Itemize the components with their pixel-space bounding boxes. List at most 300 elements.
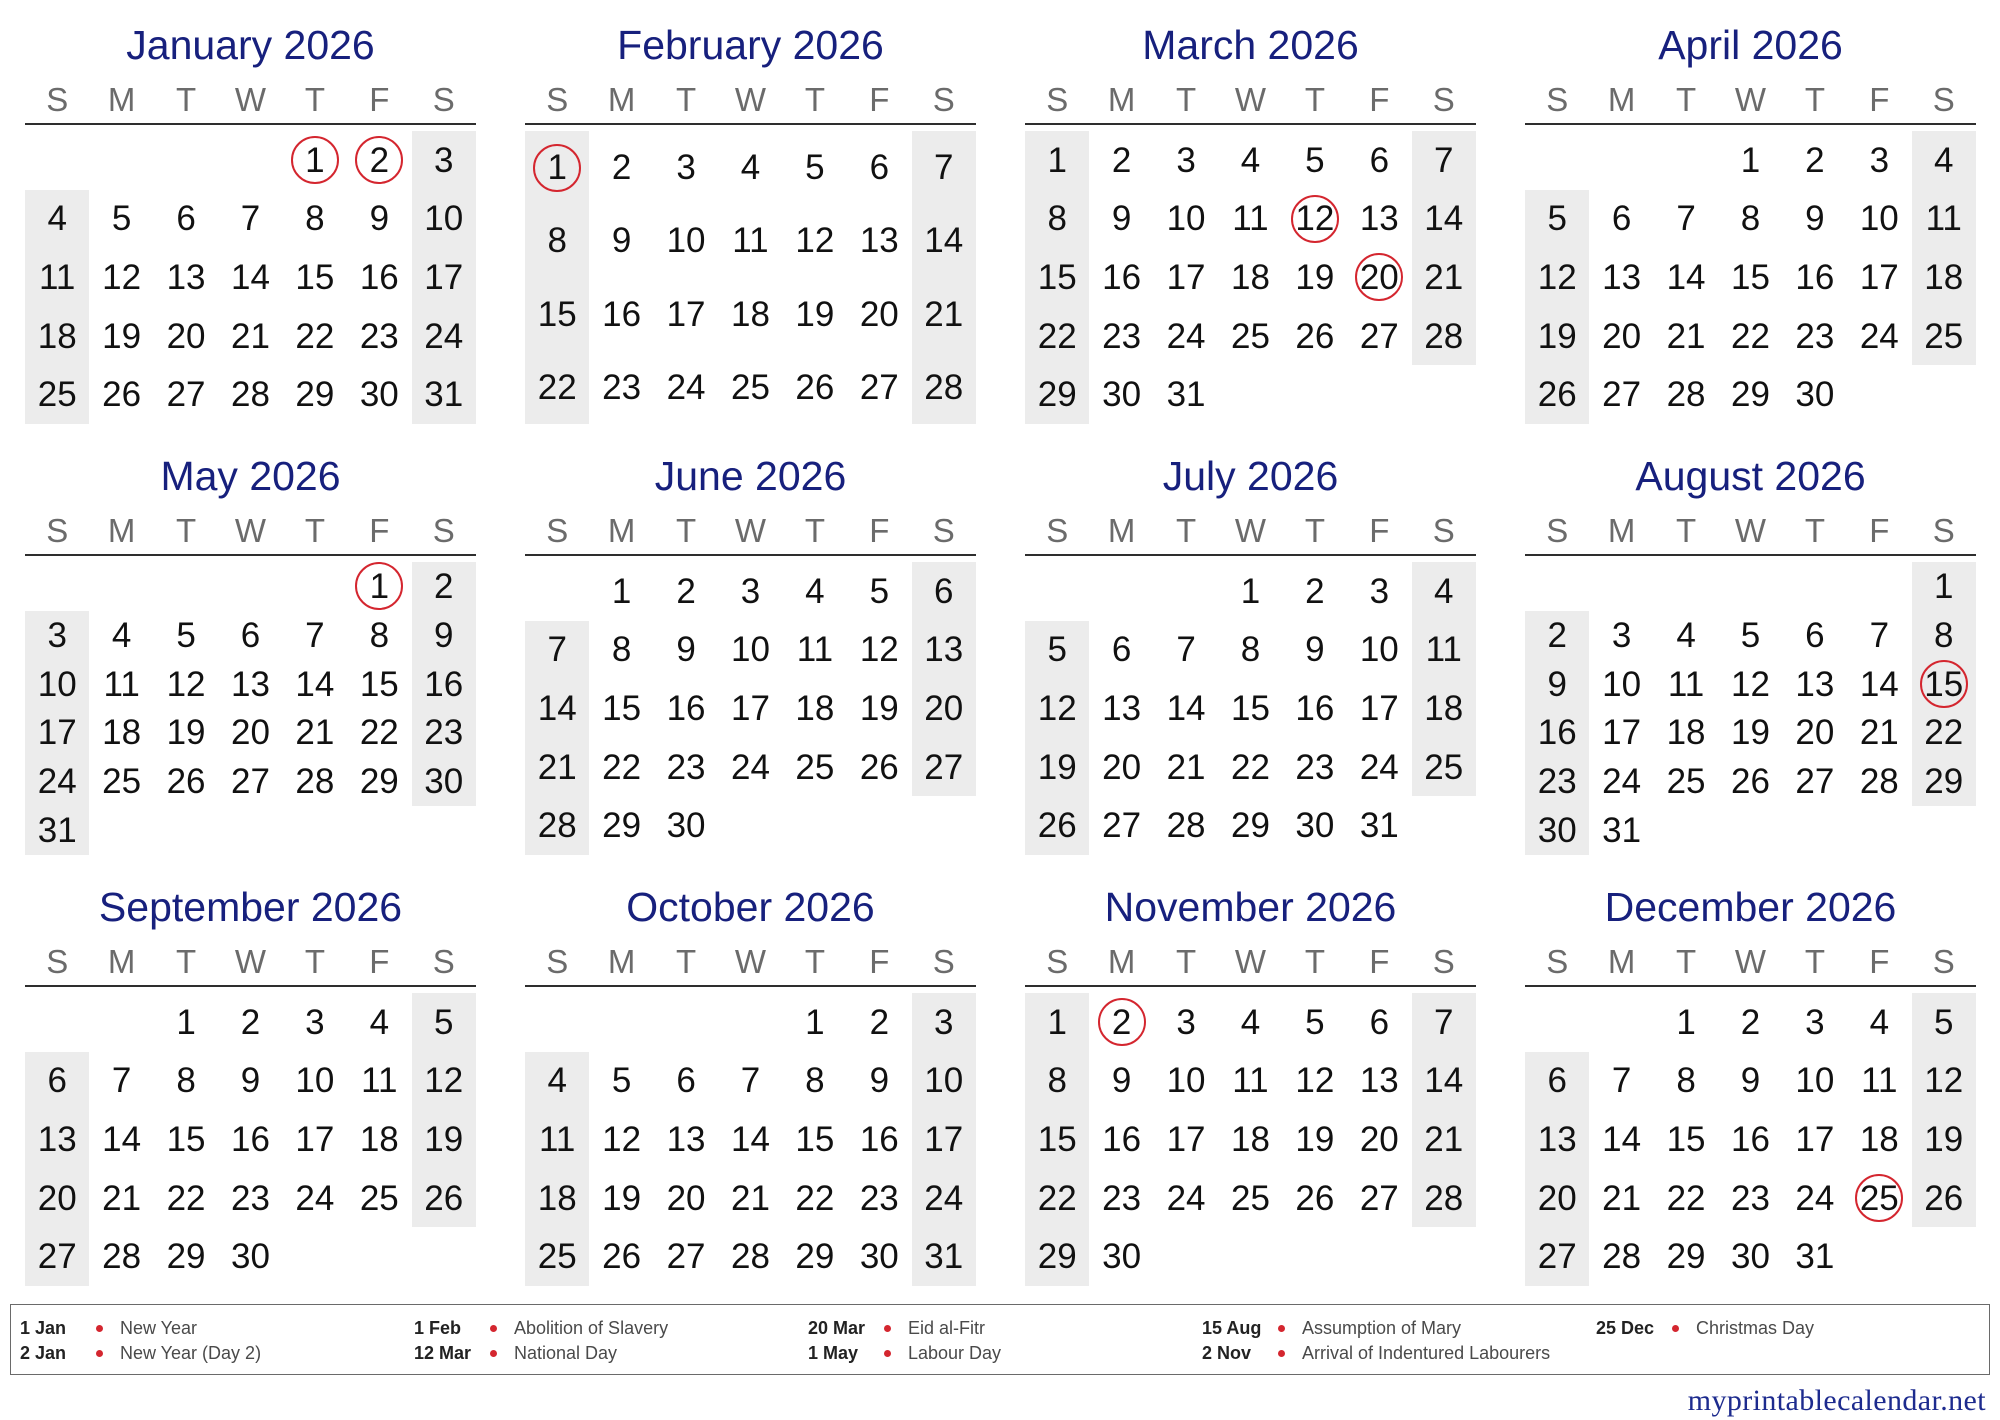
day-number: 18 [537, 1178, 577, 1218]
day-cell [1218, 621, 1282, 680]
day-number: 2 [1111, 140, 1132, 180]
week-row [25, 708, 476, 757]
day-cell [654, 621, 718, 680]
day-number: 21 [1602, 1178, 1642, 1218]
legend-date: 2 Nov [1202, 1343, 1252, 1363]
day-number: 19 [102, 316, 142, 356]
weekday-tuesday: T [175, 512, 197, 549]
day-cell [1654, 190, 1718, 249]
weekend-day-cell [25, 1110, 89, 1169]
day-cell [1089, 1169, 1153, 1228]
day-number: 23 [1102, 1178, 1142, 1218]
day-cell [1154, 796, 1218, 855]
weekend-day-cell [525, 796, 589, 855]
day-cell [283, 611, 347, 660]
empty-cell [347, 1227, 411, 1286]
day-cell [1589, 248, 1653, 307]
week-row [1525, 190, 1976, 249]
day-cell [1347, 190, 1411, 249]
day-number: 5 [176, 615, 196, 655]
header-divider [1025, 123, 1476, 125]
day-cell [783, 351, 847, 424]
day-cell [654, 1052, 718, 1111]
weekday-tuesday: T [175, 81, 197, 118]
day-number: 4 [1240, 140, 1261, 180]
empty-cell [1912, 1227, 1976, 1286]
day-number: 3 [1369, 571, 1390, 611]
day-cell [654, 351, 718, 424]
day-cell [1783, 1110, 1847, 1169]
day-number: 5 [434, 1002, 454, 1042]
day-number: 10 [295, 1061, 335, 1101]
day-cell [1089, 796, 1153, 855]
weekday-thursday: T [304, 81, 325, 118]
day-number: 20 [1359, 257, 1399, 297]
day-cell [1089, 307, 1153, 366]
day-number: 21 [1166, 747, 1206, 787]
day-grid [525, 993, 976, 1286]
day-cell [589, 131, 653, 204]
day-number: 1 [176, 1002, 196, 1042]
day-number: 19 [1295, 1119, 1335, 1159]
header-divider [1525, 554, 1976, 556]
day-cell [1154, 738, 1218, 797]
day-cell [1654, 611, 1718, 660]
day-cell [1089, 1110, 1153, 1169]
day-cell [154, 1110, 218, 1169]
weekday-thursday: T [1804, 512, 1825, 549]
weekday-friday: F [369, 81, 390, 118]
day-number: 14 [1424, 199, 1464, 239]
empty-cell [1847, 1227, 1911, 1286]
weekend-day-cell [912, 131, 976, 204]
day-cell [1347, 1110, 1411, 1169]
day-number: 2 [1547, 615, 1567, 655]
day-number: 10 [666, 221, 706, 261]
legend-holiday-name: New Year (Day 2) [120, 1343, 262, 1363]
weekday-wednesday: W [1234, 81, 1267, 118]
day-number: 13 [666, 1119, 706, 1159]
day-number: 22 [1037, 1178, 1077, 1218]
day-number: 3 [1611, 615, 1632, 655]
weekday-wednesday: W [734, 512, 767, 549]
weekend-day-cell [1025, 190, 1089, 249]
weekend-day-cell [1912, 562, 1976, 611]
day-cell [847, 562, 911, 621]
day-number: 10 [37, 664, 77, 704]
weekend-day-cell [1912, 307, 1976, 366]
day-number: 19 [859, 688, 899, 728]
day-number: 16 [1731, 1119, 1770, 1159]
day-number: 14 [102, 1119, 142, 1159]
day-cell [218, 307, 282, 366]
week-row [525, 993, 976, 1052]
day-number: 4 [47, 199, 67, 239]
day-cell [718, 1110, 782, 1169]
day-cell [1154, 1052, 1218, 1111]
weekend-day-cell [412, 993, 476, 1052]
weekday-monday: M [1607, 512, 1636, 549]
day-number: 29 [1037, 375, 1077, 415]
legend-date: 1 Feb [414, 1318, 462, 1338]
day-number: 15 [1231, 688, 1270, 728]
day-cell [654, 738, 718, 797]
month-title: February 2026 [617, 22, 884, 68]
day-cell [154, 708, 218, 757]
weekday-monday: M [607, 81, 636, 118]
holiday-dot-icon [1278, 1350, 1285, 1357]
day-number: 5 [1305, 1002, 1325, 1042]
day-cell [1154, 365, 1218, 424]
legend-holiday-name: Abolition of Slavery [514, 1318, 669, 1338]
day-cell [1654, 708, 1718, 757]
legend-entry [414, 1341, 804, 1366]
day-grid [1525, 131, 1976, 424]
day-cell [1347, 131, 1411, 190]
day-number: 31 [37, 811, 77, 851]
day-grid [525, 131, 976, 424]
day-number: 9 [1111, 199, 1132, 239]
day-number: 13 [37, 1119, 77, 1159]
day-number: 19 [424, 1119, 464, 1159]
day-number: 25 [102, 762, 142, 802]
weekday-saturday: S [432, 81, 455, 118]
weekend-day-cell [25, 307, 89, 366]
week-row [25, 757, 476, 806]
day-grid [1025, 131, 1476, 424]
weekday-wednesday: W [734, 943, 767, 980]
weekend-day-cell [525, 1110, 589, 1169]
day-number: 20 [1359, 1119, 1399, 1159]
weekend-day-cell [525, 351, 589, 424]
week-row [525, 796, 976, 855]
month-title: April 2026 [1658, 22, 1843, 68]
day-number: 7 [740, 1061, 761, 1101]
day-number: 6 [47, 1061, 67, 1101]
day-cell [1718, 757, 1782, 806]
day-number: 10 [1166, 1061, 1206, 1101]
empty-cell [1589, 131, 1653, 190]
day-number: 18 [1231, 257, 1270, 297]
week-row [1525, 365, 1976, 424]
day-number: 15 [359, 664, 399, 704]
day-cell [347, 562, 411, 611]
day-number: 4 [1934, 140, 1954, 180]
day-cell [589, 621, 653, 680]
day-cell [1089, 738, 1153, 797]
month-title: March 2026 [1142, 22, 1359, 68]
day-number: 16 [1102, 1119, 1142, 1159]
weekend-day-cell [1525, 1227, 1589, 1286]
day-cell [347, 190, 411, 249]
day-cell [718, 621, 782, 680]
day-number: 6 [1369, 140, 1390, 180]
day-cell [1718, 660, 1782, 709]
day-number: 4 [740, 148, 761, 188]
day-cell [654, 796, 718, 855]
week-row [25, 365, 476, 424]
day-number: 7 [1611, 1061, 1632, 1101]
day-number: 29 [602, 806, 642, 846]
day-cell [718, 679, 782, 738]
day-cell [589, 1052, 653, 1111]
day-cell [1218, 131, 1282, 190]
day-number: 1 [1676, 1002, 1696, 1042]
weekend-day-cell [525, 1169, 589, 1228]
day-number: 30 [1537, 811, 1577, 851]
legend-date: 12 Mar [414, 1343, 472, 1363]
legend-entry [1596, 1316, 1986, 1341]
month-june [525, 446, 976, 856]
day-number: 23 [231, 1178, 270, 1218]
month-title: May 2026 [160, 453, 341, 499]
day-number: 25 [37, 375, 77, 415]
header-divider [25, 123, 476, 125]
week-row [1025, 621, 1476, 680]
day-cell [1847, 611, 1911, 660]
day-cell [1718, 1110, 1782, 1169]
day-number: 15 [537, 294, 577, 334]
day-number: 13 [1359, 199, 1399, 239]
week-row [1025, 562, 1476, 621]
day-number: 11 [539, 1119, 576, 1159]
day-number: 13 [859, 221, 899, 261]
day-number: 27 [859, 367, 899, 407]
day-number: 29 [1037, 1237, 1077, 1277]
day-number: 13 [1359, 1061, 1399, 1101]
day-cell [1283, 1110, 1347, 1169]
weekday-monday: M [107, 81, 136, 118]
day-number: 24 [924, 1178, 964, 1218]
holiday-dot-icon [490, 1350, 497, 1357]
weekend-day-cell [525, 621, 589, 680]
day-cell [347, 248, 411, 307]
day-cell [1718, 1052, 1782, 1111]
weekend-day-cell [25, 1227, 89, 1286]
day-cell [1718, 248, 1782, 307]
weekday-sunday: S [46, 512, 69, 549]
day-number: 21 [231, 316, 270, 356]
day-cell [1218, 1110, 1282, 1169]
legend-entry [808, 1341, 1198, 1366]
day-number: 30 [231, 1237, 270, 1277]
empty-cell [1847, 365, 1911, 424]
day-number: 17 [1602, 713, 1642, 753]
day-number: 21 [102, 1178, 142, 1218]
day-cell [783, 562, 847, 621]
day-number: 20 [1602, 316, 1642, 356]
weekday-header [1025, 81, 1476, 119]
weekend-day-cell [412, 660, 476, 709]
day-number: 22 [1924, 713, 1964, 753]
empty-cell [1847, 562, 1911, 611]
weekday-sunday: S [46, 81, 69, 118]
day-number: 18 [1666, 713, 1706, 753]
empty-cell [1847, 806, 1911, 855]
day-cell [1089, 131, 1153, 190]
month-title: September 2026 [98, 884, 403, 930]
day-number: 16 [666, 688, 706, 728]
day-cell [1783, 757, 1847, 806]
day-number: 26 [1295, 316, 1335, 356]
day-cell [1283, 562, 1347, 621]
empty-cell [154, 562, 218, 611]
day-number: 7 [305, 615, 325, 655]
week-row [525, 1110, 976, 1169]
legend-column [414, 1316, 804, 1366]
weekday-header [25, 81, 476, 119]
day-number: 29 [359, 762, 399, 802]
day-cell [1847, 993, 1911, 1052]
day-number: 18 [359, 1119, 399, 1159]
day-number: 13 [1537, 1119, 1577, 1159]
day-number: 31 [1359, 806, 1399, 846]
day-cell [783, 621, 847, 680]
day-number: 20 [859, 294, 899, 334]
day-number: 8 [369, 615, 390, 655]
week-row [525, 562, 976, 621]
day-cell [218, 248, 282, 307]
day-number: 8 [1047, 199, 1067, 239]
week-row [525, 1227, 976, 1286]
day-cell [283, 307, 347, 366]
day-number: 27 [1102, 806, 1142, 846]
day-number: 16 [859, 1119, 899, 1159]
weekday-tuesday: T [675, 943, 697, 980]
weekend-day-cell [912, 278, 976, 351]
day-cell [783, 738, 847, 797]
day-cell [1283, 621, 1347, 680]
weekend-day-cell [1525, 248, 1589, 307]
day-number: 9 [1305, 630, 1325, 670]
weekday-thursday: T [304, 943, 325, 980]
day-number: 29 [1231, 806, 1270, 846]
day-number: 21 [1424, 1119, 1464, 1159]
month-title: December 2026 [1604, 884, 1897, 930]
day-number: 20 [166, 316, 206, 356]
day-cell [654, 679, 718, 738]
day-number: 23 [359, 316, 399, 356]
day-number: 15 [1037, 1119, 1077, 1159]
weekday-saturday: S [1932, 512, 1955, 549]
legend-date: 2 Jan [20, 1343, 67, 1363]
weekend-day-cell [1025, 131, 1089, 190]
weekday-saturday: S [932, 943, 955, 980]
day-number: 29 [295, 375, 335, 415]
day-number: 29 [1924, 762, 1964, 802]
day-number: 22 [795, 1178, 835, 1218]
day-cell [283, 1110, 347, 1169]
day-number: 7 [1676, 199, 1696, 239]
day-cell [1089, 1227, 1153, 1286]
day-number: 22 [1731, 316, 1770, 356]
day-number: 27 [1359, 1178, 1399, 1218]
day-number: 8 [1676, 1061, 1696, 1101]
day-number: 9 [434, 615, 454, 655]
weekday-tuesday: T [1675, 943, 1697, 980]
empty-cell [589, 993, 653, 1052]
weekend-day-cell [1912, 248, 1976, 307]
month-august [1525, 446, 1976, 856]
day-cell [589, 796, 653, 855]
day-number: 2 [1111, 1002, 1132, 1042]
weekday-tuesday: T [1175, 512, 1197, 549]
day-number: 19 [602, 1178, 642, 1218]
day-cell [589, 1169, 653, 1228]
day-number: 22 [1666, 1178, 1706, 1218]
day-number: 9 [240, 1061, 261, 1101]
day-cell [1283, 248, 1347, 307]
day-cell [283, 131, 347, 190]
week-row [1025, 1052, 1476, 1111]
month-november [1025, 877, 1476, 1287]
header-divider [1525, 123, 1976, 125]
day-number: 18 [1231, 1119, 1270, 1159]
day-number: 12 [602, 1119, 642, 1159]
day-cell [589, 562, 653, 621]
day-cell [1347, 1169, 1411, 1228]
month-title: October 2026 [626, 884, 875, 930]
weekday-friday: F [869, 943, 890, 980]
day-number: 7 [1434, 1002, 1454, 1042]
day-cell [1089, 1052, 1153, 1111]
day-cell [1154, 307, 1218, 366]
day-cell [1847, 248, 1911, 307]
weekday-header [1525, 512, 1976, 550]
day-number: 15 [795, 1119, 835, 1159]
day-number: 12 [1295, 199, 1335, 239]
weekday-saturday: S [1432, 81, 1455, 118]
day-cell [783, 993, 847, 1052]
day-number: 8 [1240, 630, 1261, 670]
day-cell [1218, 1052, 1282, 1111]
day-number: 21 [731, 1178, 770, 1218]
week-row [1525, 757, 1976, 806]
day-grid [1025, 562, 1476, 855]
weekday-friday: F [869, 512, 890, 549]
weekday-saturday: S [1432, 943, 1455, 980]
day-number: 22 [359, 713, 399, 753]
day-cell [218, 660, 282, 709]
day-number: 19 [1295, 257, 1335, 297]
holiday-dot-icon [96, 1325, 103, 1332]
weekend-day-cell [25, 190, 89, 249]
weekday-sunday: S [1046, 81, 1069, 118]
weekday-tuesday: T [675, 512, 697, 549]
day-cell [1347, 1052, 1411, 1111]
day-number: 12 [1037, 688, 1077, 728]
day-cell [654, 1110, 718, 1169]
day-number: 27 [924, 747, 964, 787]
empty-cell [89, 993, 153, 1052]
weekday-friday: F [1369, 943, 1390, 980]
legend-entry [20, 1316, 410, 1341]
week-row [525, 1052, 976, 1111]
day-number: 26 [1537, 375, 1577, 415]
day-cell [589, 738, 653, 797]
weekend-day-cell [912, 621, 976, 680]
month-february [525, 15, 976, 425]
holiday-dot-icon [490, 1325, 497, 1332]
day-number: 28 [1424, 1178, 1464, 1218]
day-number: 25 [1231, 1178, 1270, 1218]
weekend-day-cell [412, 1110, 476, 1169]
day-number: 20 [231, 713, 270, 753]
day-number: 3 [676, 148, 696, 188]
day-cell [1283, 307, 1347, 366]
day-number: 15 [1666, 1119, 1706, 1159]
day-number: 11 [1861, 1061, 1898, 1101]
